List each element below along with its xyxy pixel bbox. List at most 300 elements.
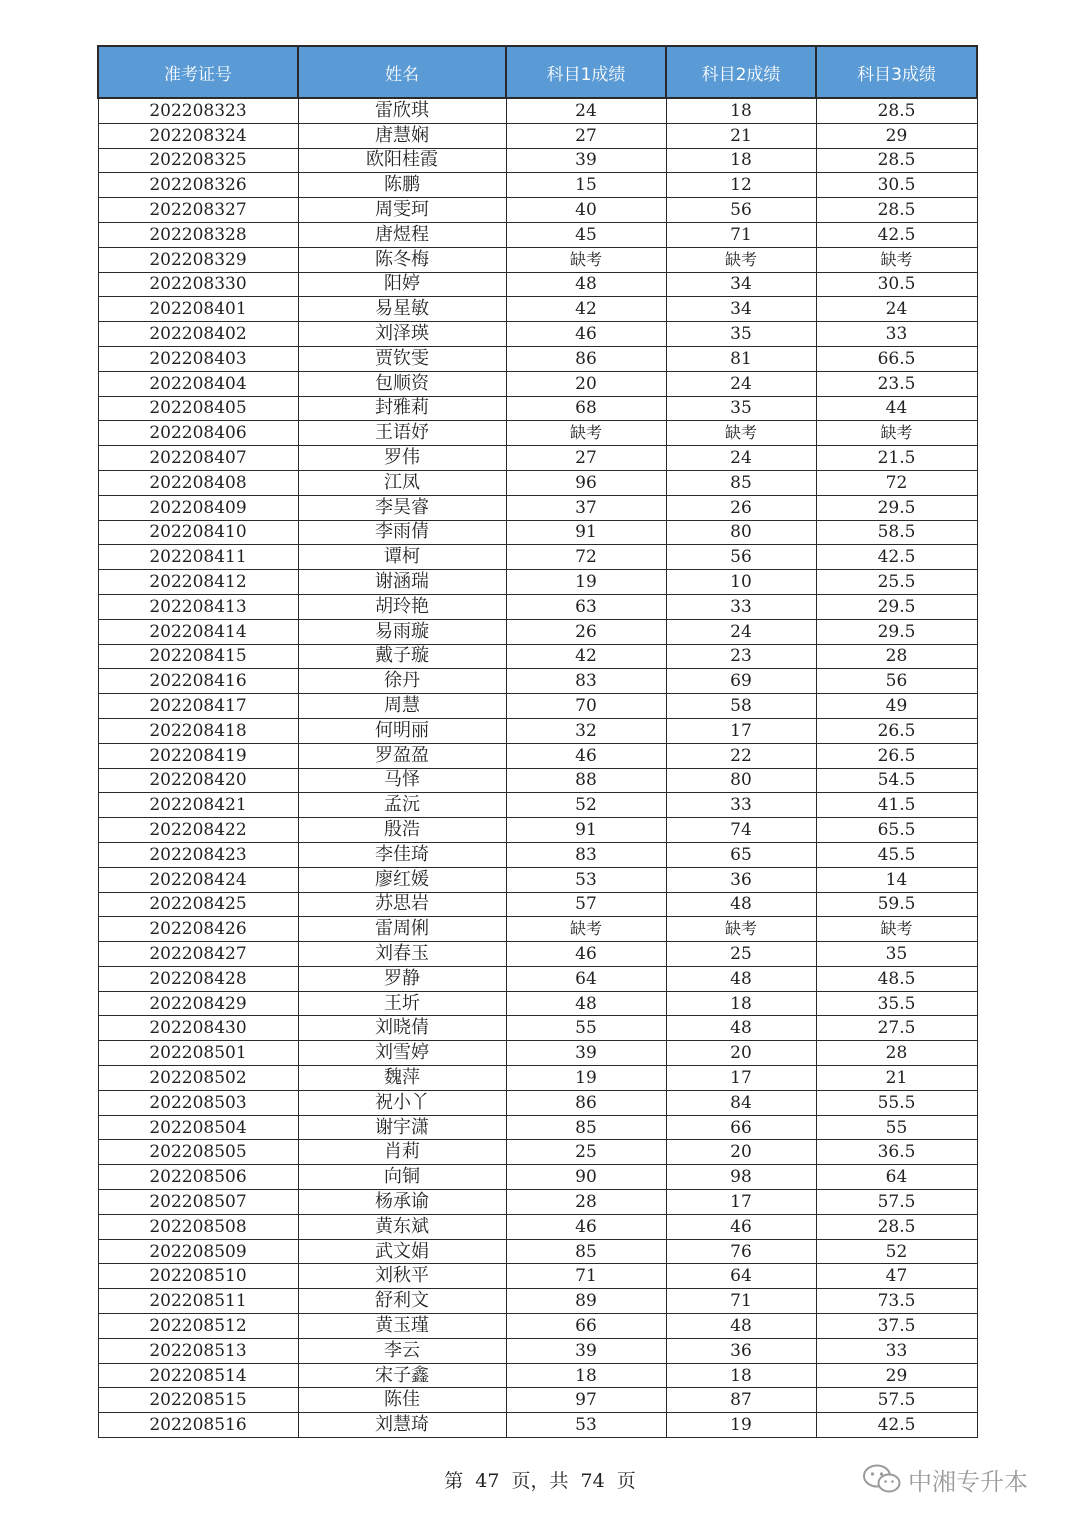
cell-subject-2: 58 <box>666 694 816 719</box>
cell-subject-3: 21.5 <box>816 446 977 471</box>
cell-name: 易星敏 <box>298 297 506 322</box>
cell-subject-1: 缺考 <box>506 421 666 446</box>
cell-subject-1: 57 <box>506 892 666 917</box>
cell-name: 刘雪婷 <box>298 1041 506 1066</box>
cell-subject-3: 41.5 <box>816 793 977 818</box>
cell-exam-id: 202208512 <box>98 1314 298 1339</box>
cell-name: 刘慧琦 <box>298 1413 506 1438</box>
cell-subject-1: 40 <box>506 198 666 223</box>
cell-name: 谢宇潇 <box>298 1115 506 1140</box>
cell-subject-2: 12 <box>666 173 816 198</box>
cell-name: 杨承谕 <box>298 1190 506 1215</box>
cell-name: 刘泽瑛 <box>298 322 506 347</box>
cell-exam-id: 202208514 <box>98 1363 298 1388</box>
table-row <box>98 272 977 297</box>
cell-subject-2: 23 <box>666 644 816 669</box>
cell-name: 黄玉瑾 <box>298 1314 506 1339</box>
header-row <box>98 46 977 98</box>
cell-subject-2: 65 <box>666 842 816 867</box>
table-row <box>98 470 977 495</box>
cell-subject-1: 19 <box>506 1066 666 1091</box>
cell-subject-2: 18 <box>666 991 816 1016</box>
page-current: 47 <box>475 1470 500 1492</box>
cell-exam-id: 202208410 <box>98 520 298 545</box>
cell-exam-id: 202208425 <box>98 892 298 917</box>
cell-name: 谢涵瑞 <box>298 570 506 595</box>
cell-subject-3: 28.5 <box>816 148 977 173</box>
cell-exam-id: 202208417 <box>98 694 298 719</box>
page-label-prefix: 第 <box>444 1470 464 1492</box>
cell-exam-id: 202208423 <box>98 842 298 867</box>
cell-subject-2: 24 <box>666 619 816 644</box>
table-row <box>98 1115 977 1140</box>
cell-subject-2: 33 <box>666 793 816 818</box>
cell-subject-1: 83 <box>506 842 666 867</box>
cell-subject-1: 68 <box>506 396 666 421</box>
cell-subject-2: 33 <box>666 594 816 619</box>
cell-subject-1: 52 <box>506 793 666 818</box>
cell-subject-3: 29 <box>816 123 977 148</box>
cell-subject-1: 90 <box>506 1165 666 1190</box>
cell-subject-3: 28 <box>816 644 977 669</box>
cell-subject-2: 17 <box>666 1190 816 1215</box>
cell-subject-3: 30.5 <box>816 173 977 198</box>
cell-subject-2: 34 <box>666 272 816 297</box>
table-row <box>98 123 977 148</box>
cell-exam-id: 202208325 <box>98 148 298 173</box>
table-row <box>98 222 977 247</box>
cell-subject-3: 49 <box>816 694 977 719</box>
cell-subject-1: 71 <box>506 1264 666 1289</box>
header-subject-1: 科目1成绩 <box>506 46 666 98</box>
cell-subject-1: 42 <box>506 644 666 669</box>
table-row <box>98 570 977 595</box>
table-row <box>98 520 977 545</box>
cell-exam-id: 202208421 <box>98 793 298 818</box>
cell-exam-id: 202208424 <box>98 867 298 892</box>
cell-subject-2: 56 <box>666 198 816 223</box>
cell-name: 祝小丫 <box>298 1090 506 1115</box>
watermark <box>862 1461 1028 1497</box>
cell-subject-3: 72 <box>816 470 977 495</box>
cell-subject-3: 29.5 <box>816 594 977 619</box>
cell-subject-1: 88 <box>506 768 666 793</box>
cell-name: 包顺资 <box>298 371 506 396</box>
cell-subject-1: 83 <box>506 669 666 694</box>
cell-subject-1: 96 <box>506 470 666 495</box>
cell-subject-3: 21 <box>816 1066 977 1091</box>
table-row <box>98 1239 977 1264</box>
cell-subject-2: 81 <box>666 346 816 371</box>
cell-subject-2: 35 <box>666 322 816 347</box>
cell-exam-id: 202208327 <box>98 198 298 223</box>
table-row <box>98 1388 977 1413</box>
cell-exam-id: 202208427 <box>98 942 298 967</box>
cell-exam-id: 202208418 <box>98 718 298 743</box>
cell-subject-2: 缺考 <box>666 421 816 446</box>
cell-subject-3: 48.5 <box>816 966 977 991</box>
cell-exam-id: 202208408 <box>98 470 298 495</box>
cell-subject-2: 36 <box>666 867 816 892</box>
cell-subject-3: 44 <box>816 396 977 421</box>
table-row <box>98 594 977 619</box>
cell-subject-3: 30.5 <box>816 272 977 297</box>
cell-exam-id: 202208409 <box>98 495 298 520</box>
table-row <box>98 1140 977 1165</box>
cell-subject-1: 64 <box>506 966 666 991</box>
cell-exam-id: 202208509 <box>98 1239 298 1264</box>
cell-subject-3: 24 <box>816 297 977 322</box>
cell-subject-1: 27 <box>506 123 666 148</box>
cell-exam-id: 202208402 <box>98 322 298 347</box>
table-row <box>98 1413 977 1438</box>
cell-exam-id: 202208513 <box>98 1338 298 1363</box>
cell-name: 徐丹 <box>298 669 506 694</box>
cell-subject-1: 48 <box>506 991 666 1016</box>
cell-subject-1: 46 <box>506 1214 666 1239</box>
cell-subject-3: 33 <box>816 322 977 347</box>
cell-subject-3: 55 <box>816 1115 977 1140</box>
cell-name: 何明丽 <box>298 718 506 743</box>
header-subject-2: 科目2成绩 <box>666 46 816 98</box>
cell-name: 雷欣琪 <box>298 98 506 123</box>
cell-subject-2: 20 <box>666 1140 816 1165</box>
cell-exam-id: 202208415 <box>98 644 298 669</box>
cell-subject-3: 33 <box>816 1338 977 1363</box>
cell-subject-2: 18 <box>666 98 816 123</box>
wechat-icon <box>862 1463 902 1495</box>
cell-exam-id: 202208516 <box>98 1413 298 1438</box>
cell-exam-id: 202208430 <box>98 1016 298 1041</box>
cell-exam-id: 202208508 <box>98 1214 298 1239</box>
cell-subject-1: 24 <box>506 98 666 123</box>
cell-exam-id: 202208420 <box>98 768 298 793</box>
cell-subject-2: 20 <box>666 1041 816 1066</box>
cell-subject-3: 35 <box>816 942 977 967</box>
cell-subject-3: 28.5 <box>816 98 977 123</box>
cell-subject-1: 27 <box>506 446 666 471</box>
cell-subject-2: 17 <box>666 718 816 743</box>
cell-subject-1: 42 <box>506 297 666 322</box>
cell-name: 李佳琦 <box>298 842 506 867</box>
table-row <box>98 545 977 570</box>
table-row <box>98 1314 977 1339</box>
cell-name: 舒利文 <box>298 1289 506 1314</box>
table-row <box>98 917 977 942</box>
cell-subject-2: 84 <box>666 1090 816 1115</box>
table-row <box>98 421 977 446</box>
cell-subject-2: 18 <box>666 148 816 173</box>
cell-subject-1: 55 <box>506 1016 666 1041</box>
cell-subject-3: 42.5 <box>816 1413 977 1438</box>
score-table <box>97 45 978 1438</box>
cell-exam-id: 202208328 <box>98 222 298 247</box>
cell-subject-3: 65.5 <box>816 818 977 843</box>
cell-name: 魏萍 <box>298 1066 506 1091</box>
cell-subject-2: 46 <box>666 1214 816 1239</box>
table-row <box>98 173 977 198</box>
cell-subject-1: 91 <box>506 520 666 545</box>
header-exam-id: 准考证号 <box>98 46 298 98</box>
table-row <box>98 1363 977 1388</box>
cell-subject-3: 37.5 <box>816 1314 977 1339</box>
header-subject-3: 科目3成绩 <box>816 46 977 98</box>
cell-exam-id: 202208426 <box>98 917 298 942</box>
cell-name: 刘晓倩 <box>298 1016 506 1041</box>
cell-subject-2: 48 <box>666 966 816 991</box>
table-row <box>98 1066 977 1091</box>
cell-subject-2: 66 <box>666 1115 816 1140</box>
cell-subject-3: 25.5 <box>816 570 977 595</box>
table-row <box>98 198 977 223</box>
cell-exam-id: 202208401 <box>98 297 298 322</box>
cell-subject-3: 29.5 <box>816 619 977 644</box>
table-row <box>98 793 977 818</box>
cell-subject-1: 86 <box>506 346 666 371</box>
cell-subject-3: 23.5 <box>816 371 977 396</box>
cell-subject-1: 46 <box>506 322 666 347</box>
cell-exam-id: 202208507 <box>98 1190 298 1215</box>
table-row <box>98 371 977 396</box>
table-row <box>98 322 977 347</box>
cell-subject-2: 48 <box>666 1016 816 1041</box>
cell-subject-3: 55.5 <box>816 1090 977 1115</box>
cell-subject-2: 24 <box>666 446 816 471</box>
cell-name: 谭柯 <box>298 545 506 570</box>
cell-subject-2: 69 <box>666 669 816 694</box>
cell-subject-2: 98 <box>666 1165 816 1190</box>
table-row <box>98 818 977 843</box>
cell-name: 向铜 <box>298 1165 506 1190</box>
table-row <box>98 694 977 719</box>
cell-subject-1: 46 <box>506 942 666 967</box>
cell-name: 陈佳 <box>298 1388 506 1413</box>
cell-subject-2: 71 <box>666 1289 816 1314</box>
table-row <box>98 1214 977 1239</box>
cell-subject-2: 10 <box>666 570 816 595</box>
cell-subject-2: 74 <box>666 818 816 843</box>
cell-subject-1: 85 <box>506 1115 666 1140</box>
cell-subject-2: 85 <box>666 470 816 495</box>
cell-name: 唐煜程 <box>298 222 506 247</box>
cell-subject-3: 29 <box>816 1363 977 1388</box>
table-row <box>98 743 977 768</box>
cell-subject-2: 56 <box>666 545 816 570</box>
table-row <box>98 768 977 793</box>
cell-subject-1: 53 <box>506 1413 666 1438</box>
table-row <box>98 1289 977 1314</box>
cell-subject-3: 54.5 <box>816 768 977 793</box>
cell-subject-3: 29.5 <box>816 495 977 520</box>
cell-exam-id: 202208504 <box>98 1115 298 1140</box>
cell-subject-1: 39 <box>506 1041 666 1066</box>
cell-subject-2: 36 <box>666 1338 816 1363</box>
table-row <box>98 966 977 991</box>
table-row <box>98 942 977 967</box>
cell-subject-1: 25 <box>506 1140 666 1165</box>
cell-subject-3: 66.5 <box>816 346 977 371</box>
cell-subject-3: 28.5 <box>816 198 977 223</box>
table-row <box>98 297 977 322</box>
cell-subject-3: 28.5 <box>816 1214 977 1239</box>
cell-name: 胡玲艳 <box>298 594 506 619</box>
cell-subject-3: 58.5 <box>816 520 977 545</box>
cell-subject-3: 59.5 <box>816 892 977 917</box>
cell-name: 李雨倩 <box>298 520 506 545</box>
table-header <box>98 46 977 98</box>
cell-subject-3: 缺考 <box>816 917 977 942</box>
cell-subject-3: 45.5 <box>816 842 977 867</box>
cell-subject-1: 53 <box>506 867 666 892</box>
table-row <box>98 1090 977 1115</box>
cell-subject-3: 42.5 <box>816 222 977 247</box>
cell-subject-2: 缺考 <box>666 917 816 942</box>
cell-name: 黄东斌 <box>298 1214 506 1239</box>
cell-name: 贾钦雯 <box>298 346 506 371</box>
cell-exam-id: 202208502 <box>98 1066 298 1091</box>
cell-subject-1: 26 <box>506 619 666 644</box>
cell-exam-id: 202208429 <box>98 991 298 1016</box>
cell-subject-1: 20 <box>506 371 666 396</box>
cell-exam-id: 202208414 <box>98 619 298 644</box>
cell-exam-id: 202208428 <box>98 966 298 991</box>
cell-name: 肖莉 <box>298 1140 506 1165</box>
cell-subject-3: 47 <box>816 1264 977 1289</box>
cell-exam-id: 202208405 <box>98 396 298 421</box>
cell-subject-3: 36.5 <box>816 1140 977 1165</box>
cell-subject-2: 48 <box>666 892 816 917</box>
cell-subject-1: 缺考 <box>506 917 666 942</box>
cell-exam-id: 202208505 <box>98 1140 298 1165</box>
cell-subject-1: 32 <box>506 718 666 743</box>
cell-exam-id: 202208330 <box>98 272 298 297</box>
cell-exam-id: 202208326 <box>98 173 298 198</box>
cell-subject-1: 46 <box>506 743 666 768</box>
cell-name: 王圻 <box>298 991 506 1016</box>
cell-exam-id: 202208403 <box>98 346 298 371</box>
cell-subject-1: 18 <box>506 1363 666 1388</box>
cell-name: 罗静 <box>298 966 506 991</box>
cell-exam-id: 202208411 <box>98 545 298 570</box>
cell-subject-2: 48 <box>666 1314 816 1339</box>
table-row <box>98 1016 977 1041</box>
cell-subject-3: 14 <box>816 867 977 892</box>
table-row <box>98 1041 977 1066</box>
cell-subject-1: 缺考 <box>506 247 666 272</box>
table-body <box>98 98 977 1438</box>
cell-exam-id: 202208503 <box>98 1090 298 1115</box>
cell-subject-3: 42.5 <box>816 545 977 570</box>
cell-name: 苏思岩 <box>298 892 506 917</box>
cell-name: 刘秋平 <box>298 1264 506 1289</box>
cell-subject-2: 80 <box>666 768 816 793</box>
cell-subject-3: 26.5 <box>816 743 977 768</box>
cell-subject-2: 76 <box>666 1239 816 1264</box>
cell-exam-id: 202208329 <box>98 247 298 272</box>
cell-name: 廖红媛 <box>298 867 506 892</box>
cell-name: 孟沅 <box>298 793 506 818</box>
cell-subject-2: 22 <box>666 743 816 768</box>
table-row <box>98 644 977 669</box>
cell-subject-3: 缺考 <box>816 421 977 446</box>
cell-subject-2: 35 <box>666 396 816 421</box>
cell-exam-id: 202208406 <box>98 421 298 446</box>
cell-exam-id: 202208323 <box>98 98 298 123</box>
table-row <box>98 446 977 471</box>
cell-name: 阳婷 <box>298 272 506 297</box>
table-row <box>98 892 977 917</box>
cell-name: 刘春玉 <box>298 942 506 967</box>
cell-exam-id: 202208416 <box>98 669 298 694</box>
cell-subject-1: 19 <box>506 570 666 595</box>
table-row <box>98 991 977 1016</box>
cell-name: 王语妤 <box>298 421 506 446</box>
cell-name: 宋子鑫 <box>298 1363 506 1388</box>
cell-subject-2: 25 <box>666 942 816 967</box>
table-row <box>98 1264 977 1289</box>
cell-subject-3: 26.5 <box>816 718 977 743</box>
table-row <box>98 148 977 173</box>
cell-subject-3: 57.5 <box>816 1190 977 1215</box>
cell-exam-id: 202208413 <box>98 594 298 619</box>
cell-name: 江凤 <box>298 470 506 495</box>
cell-subject-1: 86 <box>506 1090 666 1115</box>
cell-subject-1: 45 <box>506 222 666 247</box>
cell-name: 唐慧娴 <box>298 123 506 148</box>
page-label-mid: 页，共 <box>511 1470 569 1492</box>
table-row <box>98 1190 977 1215</box>
table-row <box>98 842 977 867</box>
cell-subject-1: 28 <box>506 1190 666 1215</box>
cell-subject-3: 73.5 <box>816 1289 977 1314</box>
cell-subject-2: 26 <box>666 495 816 520</box>
table-row <box>98 98 977 123</box>
cell-subject-3: 35.5 <box>816 991 977 1016</box>
cell-name: 殷浩 <box>298 818 506 843</box>
table-row <box>98 718 977 743</box>
cell-subject-2: 64 <box>666 1264 816 1289</box>
cell-name: 李云 <box>298 1338 506 1363</box>
cell-subject-3: 57.5 <box>816 1388 977 1413</box>
cell-subject-2: 17 <box>666 1066 816 1091</box>
cell-subject-3: 56 <box>816 669 977 694</box>
cell-subject-2: 24 <box>666 371 816 396</box>
cell-subject-2: 34 <box>666 297 816 322</box>
cell-subject-3: 52 <box>816 1239 977 1264</box>
page-label-suffix: 页 <box>616 1470 636 1492</box>
cell-name: 易雨璇 <box>298 619 506 644</box>
table-row <box>98 619 977 644</box>
cell-subject-2: 19 <box>666 1413 816 1438</box>
cell-subject-1: 70 <box>506 694 666 719</box>
table-row <box>98 396 977 421</box>
cell-exam-id: 202208422 <box>98 818 298 843</box>
cell-name: 周雯珂 <box>298 198 506 223</box>
cell-subject-1: 39 <box>506 1338 666 1363</box>
cell-name: 周慧 <box>298 694 506 719</box>
cell-name: 封雅莉 <box>298 396 506 421</box>
cell-subject-1: 66 <box>506 1314 666 1339</box>
cell-subject-1: 15 <box>506 173 666 198</box>
cell-subject-2: 87 <box>666 1388 816 1413</box>
cell-name: 雷周俐 <box>298 917 506 942</box>
cell-name: 陈鹏 <box>298 173 506 198</box>
cell-exam-id: 202208511 <box>98 1289 298 1314</box>
table-row <box>98 669 977 694</box>
cell-subject-1: 85 <box>506 1239 666 1264</box>
table-row <box>98 495 977 520</box>
cell-subject-1: 91 <box>506 818 666 843</box>
